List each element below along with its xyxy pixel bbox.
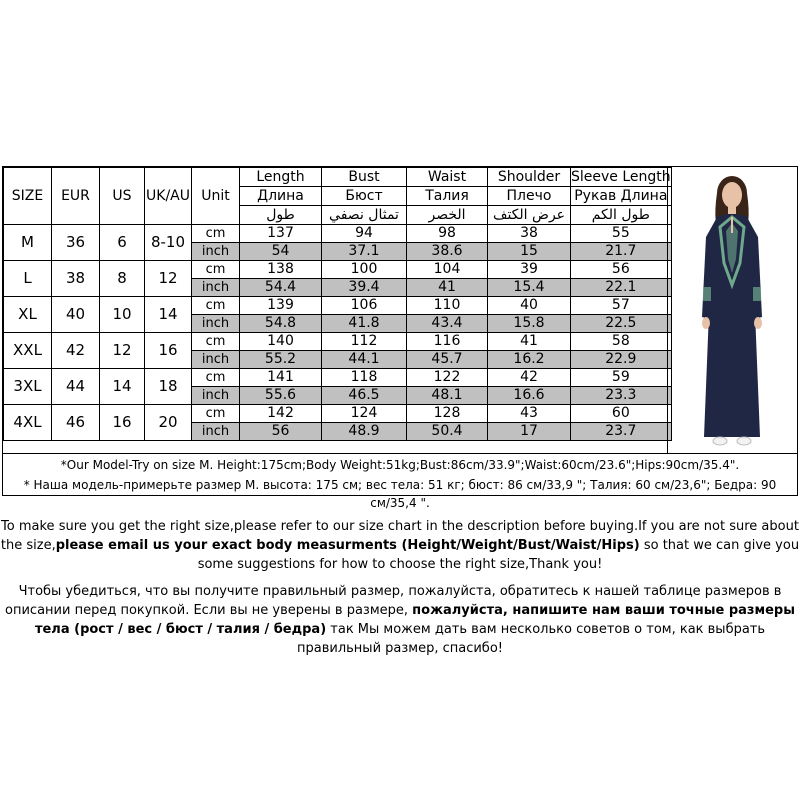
cell-shoulder: 38 [488, 225, 571, 243]
header-size: SIZE [4, 168, 52, 225]
cell-waist: 128 [407, 405, 488, 423]
cell-size: XL [4, 297, 52, 333]
model-illustration [668, 167, 796, 453]
cell-shoulder: 39 [488, 261, 571, 279]
cell-bust: 48.9 [322, 423, 407, 441]
cell-size: 4XL [4, 405, 52, 441]
cell-bust: 112 [322, 333, 407, 351]
cell-sleeve: 59 [571, 369, 672, 387]
size-row-cm [4, 405, 672, 423]
instructions-en [0, 517, 800, 574]
cell-unit: cm [192, 225, 240, 243]
cell-bust: 41.8 [322, 315, 407, 333]
cell-sleeve: 57 [571, 297, 672, 315]
cell-length: 139 [240, 297, 322, 315]
cell-bust: 106 [322, 297, 407, 315]
size-table-body [4, 168, 672, 441]
cell-waist: 50.4 [407, 423, 488, 441]
cell-size: L [4, 261, 52, 297]
cell-ukau: 12 [145, 261, 192, 297]
header-sleeve-ar: طول الكم [571, 206, 672, 225]
cell-sleeve: 23.3 [571, 387, 672, 405]
cell-unit: cm [192, 405, 240, 423]
header-bust-en: Bust [322, 168, 407, 187]
header-waist-ar: الخصر [407, 206, 488, 225]
cell-ukau: 18 [145, 369, 192, 405]
cell-sleeve: 23.7 [571, 423, 672, 441]
cell-eur: 36 [52, 225, 100, 261]
header-shoulder-ru: Плечо [488, 187, 571, 206]
cell-waist: 41 [407, 279, 488, 297]
cell-bust: 118 [322, 369, 407, 387]
cell-waist: 104 [407, 261, 488, 279]
cell-sleeve: 56 [571, 261, 672, 279]
instructions-en-text: To make sure you get the right size,please refer to our size chart in the description before buying.If you are not sure about the size, [0, 519, 799, 553]
size-row-cm [4, 225, 672, 243]
cell-us: 6 [100, 225, 145, 261]
cell-shoulder: 42 [488, 369, 571, 387]
cell-ukau: 16 [145, 333, 192, 369]
cell-sleeve: 60 [571, 405, 672, 423]
cell-eur: 46 [52, 405, 100, 441]
cell-shoulder: 15.8 [488, 315, 571, 333]
instructions-ru-bold: пожалуйста, напишите нам ваши точные размеры тела (рост / вес / бюст / талия / бедра) [34, 603, 795, 637]
cell-us: 8 [100, 261, 145, 297]
cell-length: 56 [240, 423, 322, 441]
cell-sleeve: 58 [571, 333, 672, 351]
cell-length: 142 [240, 405, 322, 423]
header-sleeve-ru: Рукав Длина [571, 187, 672, 206]
cell-bust: 94 [322, 225, 407, 243]
size-row-cm [4, 297, 672, 315]
cell-unit: cm [192, 261, 240, 279]
header-length-ru: Длина [240, 187, 322, 206]
header-bust-ru: Бюст [322, 187, 407, 206]
header-unit: Unit [192, 168, 240, 225]
cell-length: 137 [240, 225, 322, 243]
cell-eur: 40 [52, 297, 100, 333]
instructions-ru-text-2: так Мы можем дать вам несколько советов о том, как выбрать правильный размер, спасибо! [297, 622, 766, 656]
cell-length: 55.2 [240, 351, 322, 369]
cell-unit: inch [192, 315, 240, 333]
header-eur: EUR [52, 168, 100, 225]
size-row-cm [4, 261, 672, 279]
cell-us: 16 [100, 405, 145, 441]
header-shoulder-en: Shoulder [488, 168, 571, 187]
cell-shoulder: 16.2 [488, 351, 571, 369]
cell-size: 3XL [4, 369, 52, 405]
header-bust-ar: تمثال نصفي [322, 206, 407, 225]
cell-length: 54.4 [240, 279, 322, 297]
model-note-ru: * Наша модель-примерьте размер M. высота: 175 см; вес тела: 51 кг; бюст: 86 см/33,9 "; Талия: 60 см/23,6"; Бедра: 90 см/35,4 ". [23, 478, 777, 510]
cell-length: 140 [240, 333, 322, 351]
cell-bust: 124 [322, 405, 407, 423]
header-us: US [100, 168, 145, 225]
cell-ukau: 20 [145, 405, 192, 441]
cell-unit: inch [192, 423, 240, 441]
cell-unit: inch [192, 243, 240, 261]
cell-waist: 116 [407, 333, 488, 351]
cell-us: 12 [100, 333, 145, 369]
instructions-ru [0, 582, 800, 658]
cell-shoulder: 16.6 [488, 387, 571, 405]
cell-unit: inch [192, 387, 240, 405]
header-waist-ru: Талия [407, 187, 488, 206]
cell-waist: 45.7 [407, 351, 488, 369]
header-length-en: Length [240, 168, 322, 187]
header-sleeve-en: Sleeve Length [571, 169, 671, 185]
cell-length: 55.6 [240, 387, 322, 405]
model-photo [667, 167, 797, 453]
size-row-cm [4, 333, 672, 351]
cell-unit: cm [192, 333, 240, 351]
cell-us: 14 [100, 369, 145, 405]
cell-sleeve: 21.7 [571, 243, 672, 261]
cell-shoulder: 43 [488, 405, 571, 423]
cell-size: XXL [4, 333, 52, 369]
cell-ukau: 14 [145, 297, 192, 333]
cell-shoulder: 15 [488, 243, 571, 261]
cell-length: 141 [240, 369, 322, 387]
cell-bust: 37.1 [322, 243, 407, 261]
instructions-en-text-2: so that we can give you some suggestions for how to choose the right size,Thank you! [197, 538, 800, 572]
cell-unit: inch [192, 351, 240, 369]
cell-shoulder: 17 [488, 423, 571, 441]
cell-shoulder: 40 [488, 297, 571, 315]
cell-length: 138 [240, 261, 322, 279]
header-waist-en: Waist [407, 168, 488, 187]
instructions-en-bold: please email us your exact body measurments (Height/Weight/Bust/Waist/Hips) [55, 538, 640, 553]
cell-unit: cm [192, 297, 240, 315]
cell-shoulder: 15.4 [488, 279, 571, 297]
cell-eur: 42 [52, 333, 100, 369]
cell-bust: 44.1 [322, 351, 407, 369]
size-table [3, 167, 672, 441]
cell-ukau: 8-10 [145, 225, 192, 261]
header-shoulder-ar: عرض الكتف [488, 206, 571, 225]
cell-eur: 44 [52, 369, 100, 405]
cell-waist: 43.4 [407, 315, 488, 333]
cell-shoulder: 41 [488, 333, 571, 351]
cell-sleeve: 22.1 [571, 279, 672, 297]
cell-bust: 46.5 [322, 387, 407, 405]
model-note-en: *Our Model-Try on size M. Height:175cm;Body Weight:51kg;Bust:86cm/33.9";Waist:60cm/23.6";Hips:90cm/35.4". [60, 458, 740, 472]
cell-bust: 39.4 [322, 279, 407, 297]
cell-waist: 98 [407, 225, 488, 243]
cell-size: M [4, 225, 52, 261]
size-chart [2, 166, 798, 510]
cell-eur: 38 [52, 261, 100, 297]
size-row-cm [4, 369, 672, 387]
cell-waist: 48.1 [407, 387, 488, 405]
cell-bust: 100 [322, 261, 407, 279]
cell-sleeve: 22.9 [571, 351, 672, 369]
cell-length: 54.8 [240, 315, 322, 333]
cell-sleeve: 22.5 [571, 315, 672, 333]
header-ukau: UK/AU [145, 168, 192, 225]
header-length-ar: طول [240, 206, 322, 225]
cell-waist: 122 [407, 369, 488, 387]
cell-sleeve: 55 [571, 225, 672, 243]
cell-unit: inch [192, 279, 240, 297]
cell-waist: 38.6 [407, 243, 488, 261]
cell-unit: cm [192, 369, 240, 387]
instructions-ru-text: Чтобы убедиться, что вы получите правильный размер, пожалуйста, обратитесь к нашей таблице размеров в описании перед покупкой. Если вы не уверены в размере, [5, 584, 782, 618]
cell-waist: 110 [407, 297, 488, 315]
model-notes [3, 453, 797, 510]
cell-length: 54 [240, 243, 322, 261]
cell-us: 10 [100, 297, 145, 333]
